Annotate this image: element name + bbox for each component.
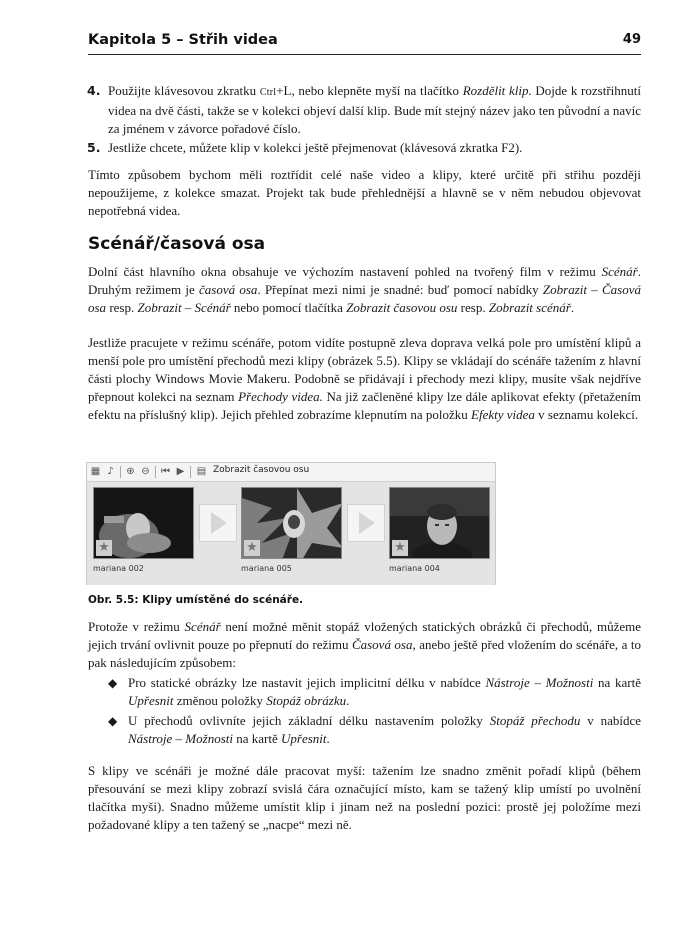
bullet-item: ◆ Pro statické obrázky lze nastavit jejich implicitní délku v nabídce Nástroje – Možnosti na kartě Upřesnit změnou položky Stopáž obrázku. [108,675,641,708]
timeline-icon[interactable]: ▤ [196,466,207,477]
zoom-out-icon[interactable]: ⊖ [141,466,150,477]
film-icon[interactable]: ▦ [90,466,101,477]
play-icon[interactable]: ▶ [176,466,185,477]
paragraph-mouse: S klipy ve scénáři je možné dále pracovat myší: tažením lze snadno změnit pořadí klipů (během přesouvání se mezi klipy zobrazí svislá čára označující místo, kam se tažený klip umístí po uvolnění tlačítka myši). Snadno můžeme umístit klip i jinam než na poslední pozici: prostě jej položíme mezi požadované klipy a ten tažený se „nacpe“ mezi ně. [88,763,641,832]
bullet-item: ◆ U přechodů ovlivníte jejich základní délku nastavením položky Stopáž přechodu v nabídce Nástroje – Možnosti na kartě Upřesnit. [108,713,641,746]
chapter-title: Kapitola 5 – Střih videa [88,32,278,48]
paragraph-intro: Tímto způsobem bychom měli roztřídit celé naše video a klipy, které určitě při střihu později nepoužijeme, z kolekce smazat. Projekt tak bude přehlednější a hlavně se v něm nebudou objevovat nepotřebná videa. [88,167,641,218]
figure-caption: Obr. 5.5: Klipy umístěné do scénáře. [88,594,304,606]
paragraph-views: Dolní část hlavního okna obsahuje ve výchozím nastavení pohled na tvořený film v režimu Scénář. Druhým režimem je časová osa. Přepínat mezi nimi je snadné: buď pomocí nabídky Zobrazit – Časová osa resp. Zobrazit – Scénář nebo pomocí tlačítka Zobrazit časovou osu resp. Zobrazit scénář. [88,264,642,315]
clip-name: mariana 002 [93,564,144,573]
step-4: 4. Použijte klávesovou zkratku Ctrl+L, nebo klepněte myší na tlačítko Rozdělit klip. Dojde k rozstřihnutí videa na dvě části, takže se v kolekci objeví další klip. Bude mít stejný název jako ten původní a navíc za jménem v závorce pořadové číslo. [87,83,641,136]
paragraph-duration: Protože v režimu Scénář není možné měnit stopáž vložených statických obrázků či přechodů, můžeme jejich trvání ovlivnit pouze po přepnutí do režimu Časová osa, anebo ještě před vložením do scénáře, a to pak následujícím způsobem: [88,619,642,670]
storyboard-toolbar [87,463,495,482]
storyboard-clip[interactable] [389,487,490,559]
rewind-icon[interactable]: ⏮ [161,466,170,477]
step-number: 5. [87,140,101,155]
bullet-diamond-icon: ◆ [108,676,118,690]
running-header [88,30,641,55]
clip-name: mariana 005 [241,564,292,573]
transition-slot[interactable] [199,504,237,542]
storyboard-clip[interactable] [93,487,194,559]
effect-star-icon[interactable]: ★ [392,540,408,556]
clip-name: mariana 004 [389,564,440,573]
effect-star-icon[interactable]: ★ [96,540,112,556]
bullet-diamond-icon: ◆ [108,714,118,728]
audio-levels-icon[interactable]: ♪ [107,466,114,477]
step-number: 4. [87,83,101,98]
section-heading: Scénář/časová osa [88,234,266,254]
page-number: 49 [622,32,641,47]
show-timeline-button[interactable]: Zobrazit časovou osu [213,465,310,475]
paragraph-storyboard: Jestliže pracujete v režimu scénáře, potom vidíte postupně zleva doprava velká pole pro umístění klipů a menší pole pro umístění přechodů mezi klipy (obrázek 5.5). Klipy se vkládají do scénáře tažením z hlavní části plochy Windows Movie Makeru. Podobně se přidávají i přechody mezi klipy, musíte však nejdříve přepnout kolekci na seznam Přechody videa. Na již začleněné klipy lze dále aplikovat efekty (přetažením efektu na příslušný klip). Jejich přehled zobrazíme klepnutím na položku Efekty videa v seznamu kolekcí. [88,335,642,422]
zoom-in-icon[interactable]: ⊕ [126,466,135,477]
storyboard-strip [87,482,495,585]
transition-arrow-icon [211,512,227,534]
step-5: 5. Jestliže chcete, můžete klip v kolekci ještě přejmenovat (klávesová zkratka F2). [87,140,523,155]
storyboard-screenshot [86,462,496,585]
storyboard-clip[interactable] [241,487,342,559]
transition-arrow-icon [359,512,375,534]
effect-star-icon[interactable]: ★ [244,540,260,556]
transition-slot[interactable] [347,504,385,542]
